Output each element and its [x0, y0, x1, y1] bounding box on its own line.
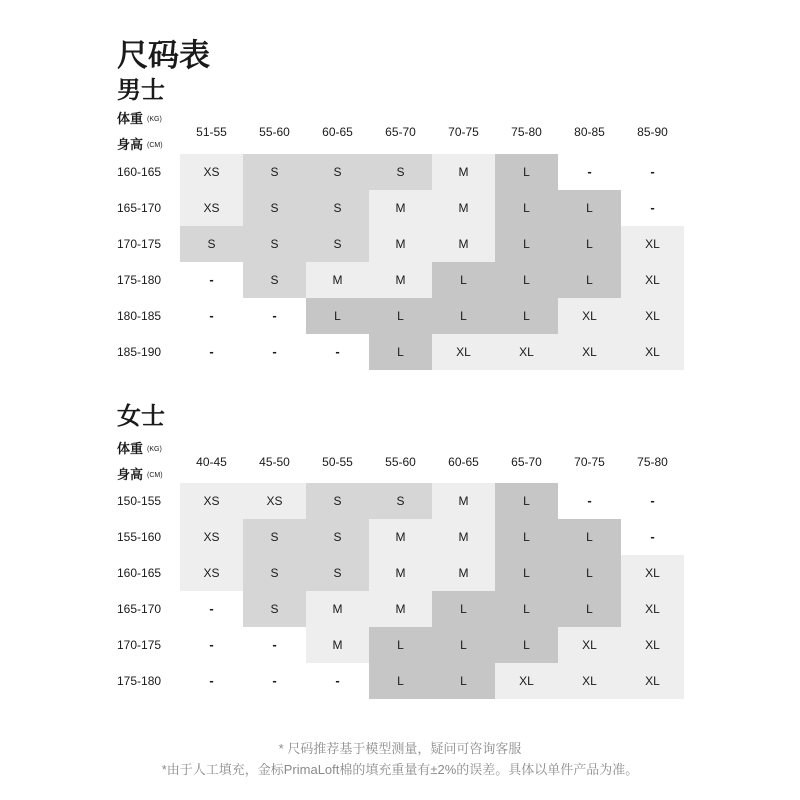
men-size-cell: L	[495, 226, 558, 262]
men-weight-header: 65-70	[385, 125, 416, 139]
men-size-cell: -	[180, 262, 243, 298]
women-size-cell: S	[243, 519, 306, 555]
men-size-cell: S	[243, 226, 306, 262]
women-size-cell: -	[180, 663, 243, 699]
women-weight-header: 40-45	[196, 455, 227, 469]
women-size-cell: L	[495, 591, 558, 627]
men-size-cell: -	[621, 154, 684, 190]
women-size-cell: L	[495, 519, 558, 555]
men-size-cell: S	[243, 154, 306, 190]
men-height-label: 175-180	[117, 273, 162, 287]
women-height-label: 身高	[117, 467, 144, 482]
men-height-axis-label	[117, 136, 163, 155]
women-size-cell: L	[558, 555, 621, 591]
women-size-cell: -	[180, 627, 243, 663]
women-weight-header: 50-55	[322, 455, 353, 469]
men-size-cell: XL	[432, 334, 495, 370]
men-height-label: 身高	[117, 137, 144, 152]
men-size-cell: L	[495, 298, 558, 334]
women-size-cell: S	[369, 483, 432, 519]
footnote-measurement: * 尺码推荐基于模型测量，疑问可咨询客服	[278, 741, 522, 756]
women-size-cell: L	[432, 663, 495, 699]
women-size-cell: S	[243, 591, 306, 627]
men-size-cell: M	[369, 226, 432, 262]
men-weight-header: 55-60	[259, 125, 290, 139]
women-size-cell: M	[369, 555, 432, 591]
women-size-cell: -	[621, 483, 684, 519]
women-size-cell: XL	[621, 663, 684, 699]
footnote-fill-weight: *由于人工填充，金标PrimaLoft棉的填充重量有±2%的误差。具体以单件产品为准。	[161, 762, 639, 777]
men-size-cell: XL	[558, 334, 621, 370]
women-size-cell: L	[558, 591, 621, 627]
women-size-cell: -	[558, 483, 621, 519]
women-size-cell: L	[369, 627, 432, 663]
men-size-cell: L	[558, 190, 621, 226]
women-size-cell: L	[495, 627, 558, 663]
women-size-cell: S	[306, 519, 369, 555]
men-size-cell: S	[306, 154, 369, 190]
men-size-cell: M	[369, 190, 432, 226]
women-height-label: 175-180	[117, 674, 162, 688]
men-height-label: 165-170	[117, 201, 162, 215]
women-weight-header: 70-75	[574, 455, 605, 469]
men-height-label: 170-175	[117, 237, 162, 251]
men-weight-header: 80-85	[574, 125, 605, 139]
men-size-cell: L	[432, 298, 495, 334]
women-size-cell: L	[432, 591, 495, 627]
women-size-cell: L	[558, 519, 621, 555]
men-weight-axis-label	[117, 110, 162, 129]
men-size-cell: S	[243, 262, 306, 298]
men-size-cell: M	[369, 262, 432, 298]
women-size-cell: M	[369, 591, 432, 627]
men-size-cell: L	[369, 334, 432, 370]
women-height-label: 150-155	[117, 494, 162, 508]
women-weight-header: 65-70	[511, 455, 542, 469]
women-size-cell: M	[432, 483, 495, 519]
men-size-cell: XL	[621, 262, 684, 298]
women-table-title: 女士	[117, 403, 165, 430]
men-height-label: 160-165	[117, 165, 162, 179]
men-size-cell: -	[558, 154, 621, 190]
women-height-label: 160-165	[117, 566, 162, 580]
men-size-cell: -	[306, 334, 369, 370]
women-weight-label: 体重	[117, 441, 144, 456]
women-size-cell: M	[369, 519, 432, 555]
women-size-cell: -	[306, 663, 369, 699]
women-height-label: 170-175	[117, 638, 162, 652]
men-size-cell: M	[306, 262, 369, 298]
women-weight-header: 55-60	[385, 455, 416, 469]
men-table-title: 男士	[117, 77, 165, 104]
men-weight-header: 70-75	[448, 125, 479, 139]
women-weight-header: 75-80	[637, 455, 668, 469]
men-size-cell: L	[432, 262, 495, 298]
men-size-cell: -	[180, 334, 243, 370]
men-size-cell: S	[306, 226, 369, 262]
men-size-cell: L	[495, 190, 558, 226]
men-size-cell: M	[432, 190, 495, 226]
men-size-cell: L	[558, 226, 621, 262]
men-weight-label: 体重	[117, 111, 144, 126]
women-size-cell: L	[432, 627, 495, 663]
men-size-cell: M	[432, 226, 495, 262]
women-size-cell: XL	[621, 555, 684, 591]
men-size-cell: -	[243, 298, 306, 334]
men-weight-header: 85-90	[637, 125, 668, 139]
women-size-cell: L	[495, 483, 558, 519]
men-weight-header: 51-55	[196, 125, 227, 139]
women-size-cell: XS	[180, 483, 243, 519]
women-size-cell: L	[369, 663, 432, 699]
men-size-cell: S	[243, 190, 306, 226]
women-size-cell: M	[432, 555, 495, 591]
men-height-label: 185-190	[117, 345, 162, 359]
men-size-cell: L	[306, 298, 369, 334]
men-size-cell: -	[621, 190, 684, 226]
men-size-cell: XS	[180, 154, 243, 190]
women-size-cell: M	[306, 591, 369, 627]
men-weight-header: 75-80	[511, 125, 542, 139]
women-size-cell: -	[243, 663, 306, 699]
men-size-cell: S	[180, 226, 243, 262]
women-size-cell: XL	[495, 663, 558, 699]
women-size-cell: XS	[243, 483, 306, 519]
women-weight-axis-label	[117, 440, 162, 459]
women-size-cell: XL	[558, 627, 621, 663]
men-size-cell: L	[369, 298, 432, 334]
men-size-cell: XL	[621, 226, 684, 262]
women-size-cell: XL	[558, 663, 621, 699]
men-height-unit: (CM)	[147, 141, 163, 149]
women-weight-header: 60-65	[448, 455, 479, 469]
women-size-cell: -	[180, 591, 243, 627]
men-size-cell: L	[558, 262, 621, 298]
women-size-cell: XL	[621, 591, 684, 627]
women-size-cell: S	[306, 555, 369, 591]
men-size-cell: S	[306, 190, 369, 226]
women-height-axis-label	[117, 466, 163, 485]
women-size-cell: M	[306, 627, 369, 663]
women-weight-unit: (KG)	[147, 445, 162, 453]
women-height-label: 165-170	[117, 602, 162, 616]
men-size-cell: XS	[180, 190, 243, 226]
women-height-unit: (CM)	[147, 471, 163, 479]
men-size-cell: XL	[495, 334, 558, 370]
men-size-cell: L	[495, 262, 558, 298]
men-size-cell: L	[495, 154, 558, 190]
women-size-cell: L	[495, 555, 558, 591]
men-size-cell: -	[180, 298, 243, 334]
men-weight-unit: (KG)	[147, 115, 162, 123]
women-size-cell: XL	[621, 627, 684, 663]
men-size-cell: XL	[558, 298, 621, 334]
men-size-cell: XL	[621, 334, 684, 370]
women-size-cell: S	[306, 483, 369, 519]
women-size-cell: M	[432, 519, 495, 555]
men-size-cell: M	[432, 154, 495, 190]
men-height-label: 180-185	[117, 309, 162, 323]
women-size-cell: -	[243, 627, 306, 663]
women-weight-header: 45-50	[259, 455, 290, 469]
women-size-cell: XS	[180, 519, 243, 555]
men-size-cell: XL	[621, 298, 684, 334]
women-size-cell: XS	[180, 555, 243, 591]
men-size-cell: S	[369, 154, 432, 190]
men-size-cell: -	[243, 334, 306, 370]
women-size-cell: -	[621, 519, 684, 555]
women-size-cell: S	[243, 555, 306, 591]
page-title: 尺码表	[117, 38, 210, 73]
men-weight-header: 60-65	[322, 125, 353, 139]
women-height-label: 155-160	[117, 530, 162, 544]
